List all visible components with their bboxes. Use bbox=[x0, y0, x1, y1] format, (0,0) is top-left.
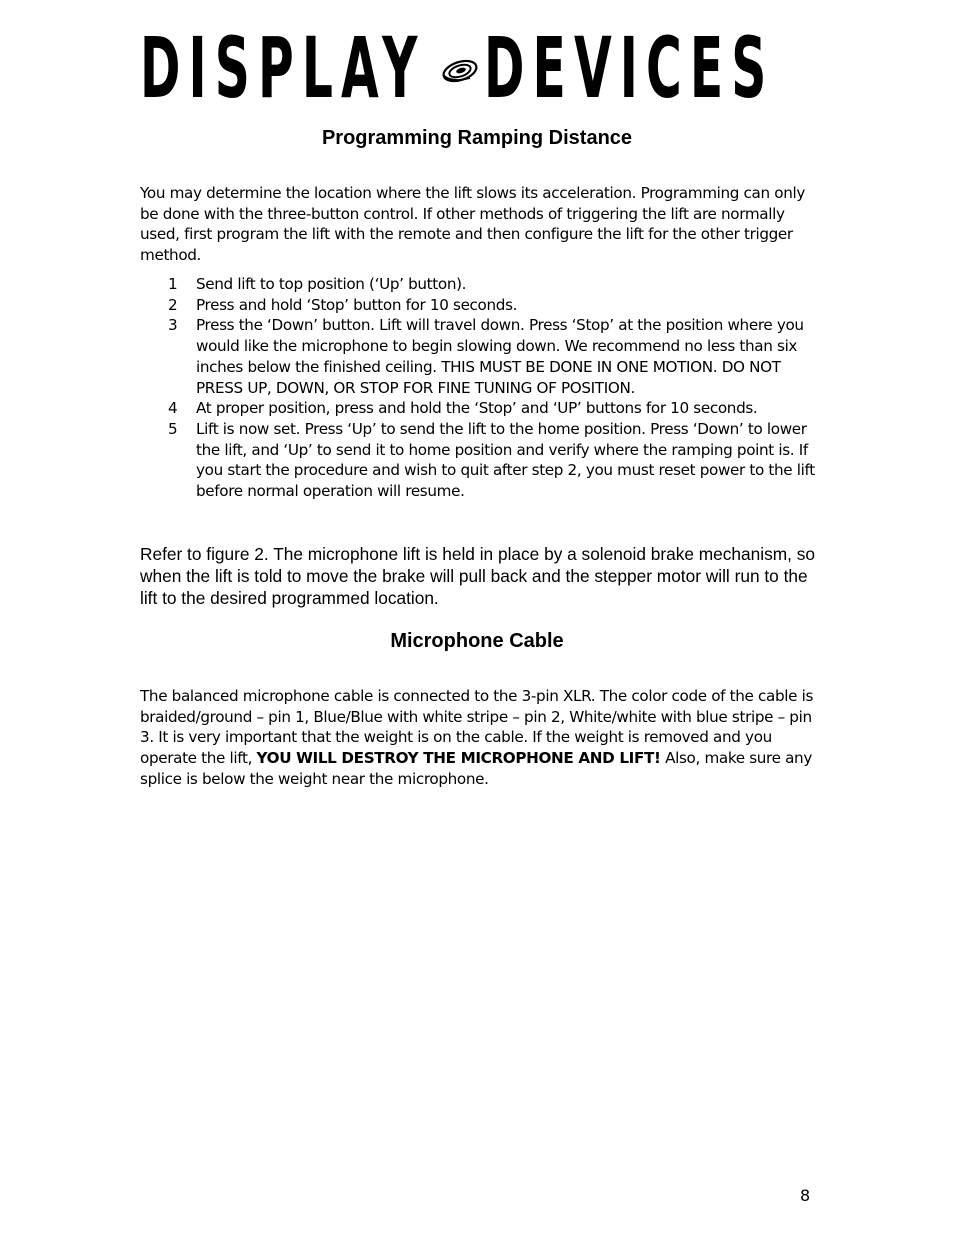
destroy-warning: YOU WILL DESTROY THE MICROPHONE AND LIFT! bbox=[256, 749, 661, 768]
swirl-logo-icon bbox=[440, 56, 480, 86]
cable-body-text-end: Also, make sure any splice is below the weight near the microphone. bbox=[140, 749, 812, 788]
list-item bbox=[140, 274, 820, 295]
intro-paragraph: You may determine the location where the lift slows its acceleration. Programming can only be done with the three-button control. If other methods of triggering the lift are normally used, first program the lift with the remote and then configure the lift for the other trigger method. bbox=[140, 184, 805, 265]
programming-steps-list bbox=[140, 274, 820, 502]
step-text: Send lift to top position (‘Up’ button). bbox=[196, 275, 467, 293]
logo-text-devices: DEVICES bbox=[484, 19, 775, 117]
microphone-cable-paragraph bbox=[140, 686, 820, 790]
page-number: 8 bbox=[800, 1186, 811, 1205]
step-number: 1 bbox=[168, 275, 178, 293]
step-number: 4 bbox=[168, 399, 178, 418]
list-item bbox=[140, 295, 820, 316]
list-item bbox=[140, 315, 820, 398]
logo-text-display: DISPLAY bbox=[140, 19, 426, 117]
step-text: Lift is now set. Press ‘Up’ to send the lift to the home position. Press ‘Down’ to lower the lift, and ‘Up’ to send it to home position and verify where the ramping point is. If you start the procedure and wish to quit after step 2, you must reset power to the lift before normal operation will resume. bbox=[196, 419, 815, 501]
step-text: Press and hold ‘Stop’ button for 10 seconds. bbox=[196, 295, 518, 314]
list-item bbox=[140, 419, 820, 502]
figure-reference-paragraph: Refer to figure 2. The microphone lift is held in place by a solenoid brake mechanism, so when the lift is told to move the brake will pull back and the stepper motor will run to the lift to the desired programmed location. bbox=[140, 544, 815, 608]
section-title-microphone-cable: Microphone Cable bbox=[390, 630, 564, 652]
step-number: 5 bbox=[168, 419, 178, 438]
display-devices-logo bbox=[140, 19, 782, 117]
step-text: Press the ‘Down’ button. Lift will travel down. Press ‘Stop’ at the position where you would like the microphone to begin slowing down. We recommend no less than six inches below the finished ceiling. THIS MUST BE DONE IN ONE MOTION. DO NOT PRESS UP, DOWN, OR STOP FOR FINE TUNING OF POSITION. bbox=[196, 316, 804, 397]
step-number: 3 bbox=[168, 316, 178, 335]
cable-body-text: The balanced microphone cable is connected to the 3-pin XLR. The color code of the cable is braided/ground – pin 1, Blue/Blue with white stripe – pin 2, White/white with blue stripe – pin 3. It is very important that the weight is on the cable. If the weight is removed and you operate the lift, bbox=[140, 687, 814, 768]
list-item bbox=[140, 398, 820, 419]
step-text: At proper position, press and hold the ‘Stop’ and ‘UP’ buttons for 10 seconds. bbox=[196, 399, 758, 418]
section-title-programming-ramping: Programming Ramping Distance bbox=[321, 127, 633, 149]
step-number: 2 bbox=[168, 295, 178, 314]
